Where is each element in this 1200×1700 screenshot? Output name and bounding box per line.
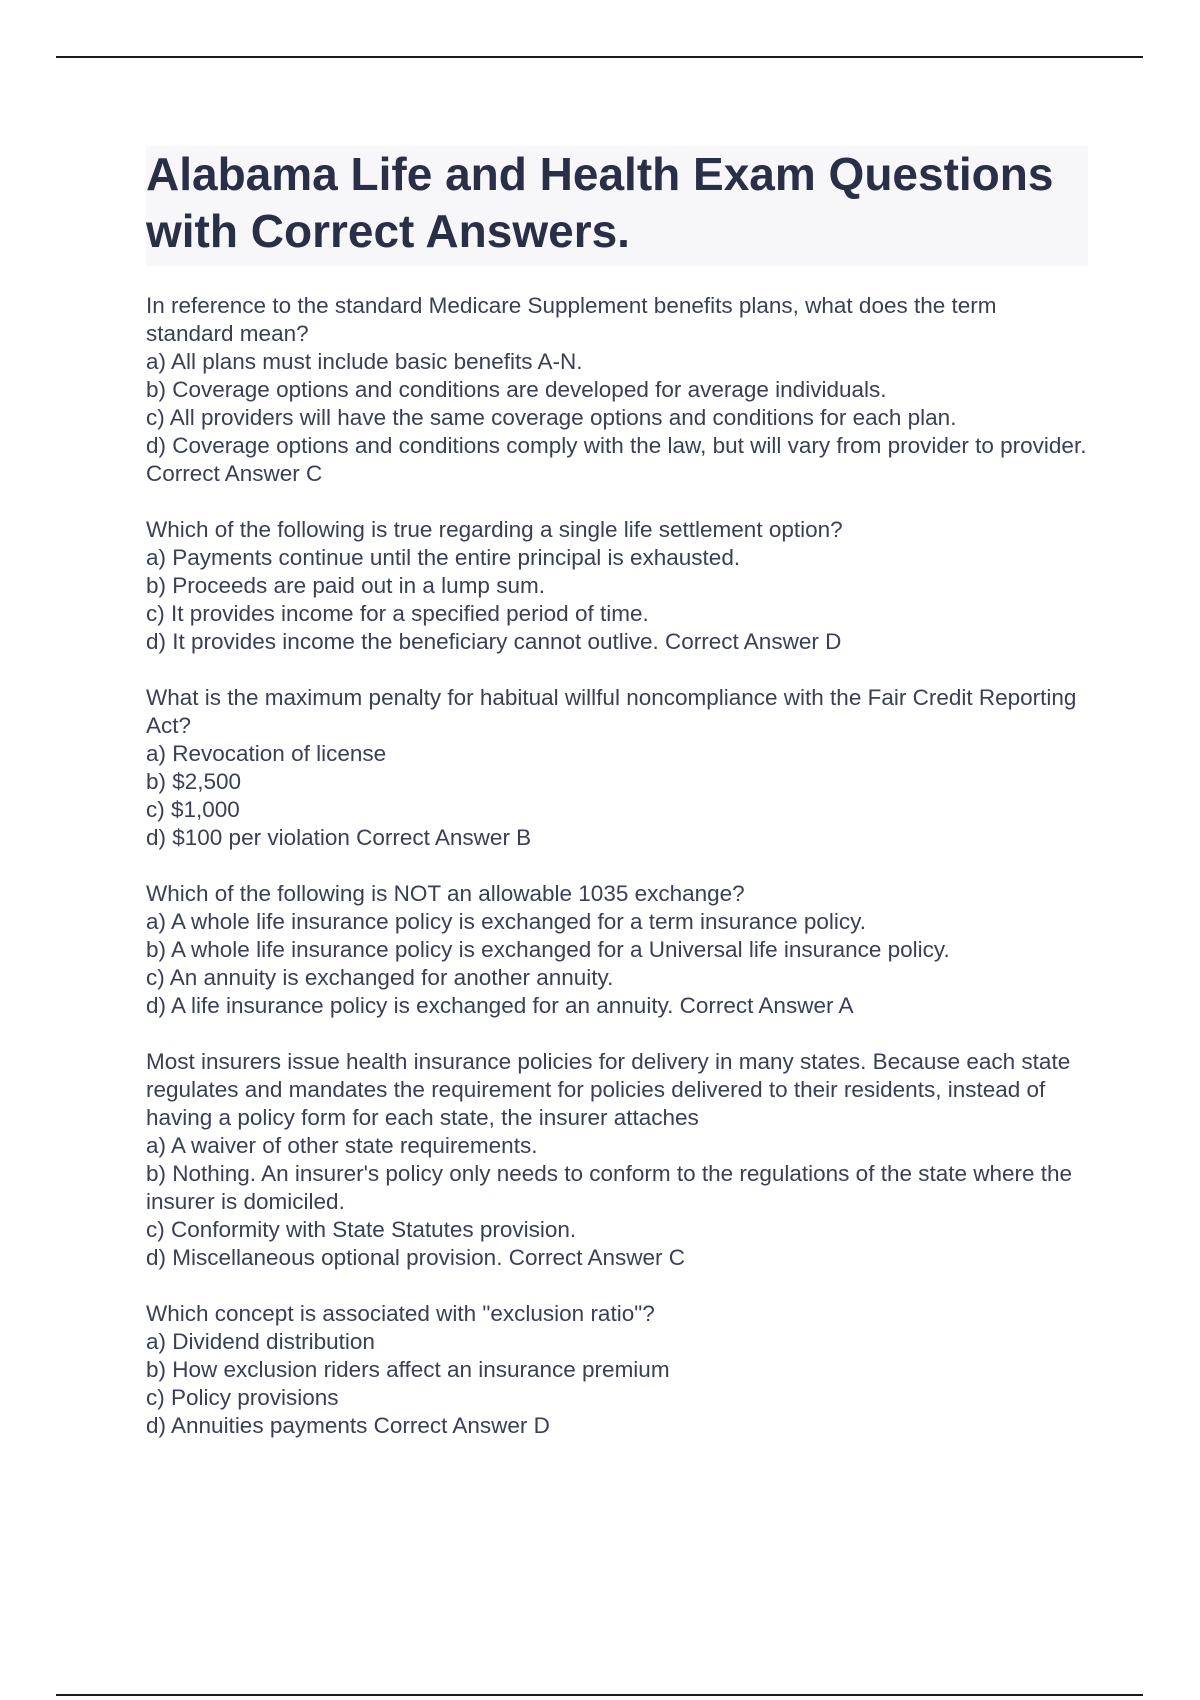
answer-option: a) Payments continue until the entire principal is exhausted. — [146, 545, 741, 570]
answer-option: a) A whole life insurance policy is exchanged for a term insurance policy. — [146, 909, 866, 934]
bottom-rule — [56, 1694, 1143, 1696]
answer-option: d) It provides income the beneficiary cannot outlive. Correct Answer D — [146, 629, 842, 654]
answer-option: d) Miscellaneous optional provision. Correct Answer C — [146, 1245, 685, 1270]
answer-option: a) A waiver of other state requirements. — [146, 1133, 538, 1158]
answer-option: a) Dividend distribution — [146, 1329, 375, 1354]
question-3 — [146, 684, 1088, 852]
answer-option: d) $100 per violation Correct Answer B — [146, 825, 532, 850]
answer-option: c) Conformity with State Statutes provision. — [146, 1217, 577, 1242]
answer-option: d) Coverage options and conditions comply with the law, but will vary from provider to provider. Correct Answer C — [146, 433, 1087, 486]
question-text: Which of the following is true regarding a single life settlement option? — [146, 517, 843, 542]
question-text: In reference to the standard Medicare Supplement benefits plans, what does the term standard mean? — [146, 293, 997, 346]
answer-option: a) All plans must include basic benefits A-N. — [146, 349, 583, 374]
answer-option: c) It provides income for a specified period of time. — [146, 601, 649, 626]
question-6 — [146, 1300, 1088, 1440]
question-1 — [146, 292, 1088, 488]
question-5 — [146, 1048, 1088, 1272]
top-rule — [56, 56, 1143, 58]
question-text: Which concept is associated with "exclusion ratio"? — [146, 1301, 655, 1326]
answer-option: d) Annuities payments Correct Answer D — [146, 1413, 550, 1438]
answer-option: b) How exclusion riders affect an insurance premium — [146, 1357, 670, 1382]
answer-option: d) A life insurance policy is exchanged for an annuity. Correct Answer A — [146, 993, 854, 1018]
answer-option: c) All providers will have the same coverage options and conditions for each plan. — [146, 405, 957, 430]
question-text: Which of the following is NOT an allowable 1035 exchange? — [146, 881, 745, 906]
answer-option: b) $2,500 — [146, 769, 242, 794]
answer-option: b) Coverage options and conditions are developed for average individuals. — [146, 377, 887, 402]
answer-option: c) $1,000 — [146, 797, 240, 822]
answer-option: a) Revocation of license — [146, 741, 387, 766]
question-2 — [146, 516, 1088, 656]
document-title: Alabama Life and Health Exam Questions with Correct Answers. — [146, 148, 1054, 257]
answer-option: b) Nothing. An insurer's policy only needs to conform to the regulations of the state where the insurer is domiciled. — [146, 1161, 1073, 1214]
title-block — [146, 146, 1088, 266]
answer-option: b) A whole life insurance policy is exchanged for a Universal life insurance policy. — [146, 937, 950, 962]
question-text: What is the maximum penalty for habitual willful noncompliance with the Fair Credit Reporting Act? — [146, 685, 1077, 738]
question-text: Most insurers issue health insurance policies for delivery in many states. Because each state regulates and mandates the requirement for policies delivered to their residents, instead of having a policy form for each state, the insurer attaches — [146, 1049, 1071, 1130]
question-4 — [146, 880, 1088, 1020]
document-body — [146, 146, 1088, 1468]
answer-option: b) Proceeds are paid out in a lump sum. — [146, 573, 545, 598]
answer-option: c) An annuity is exchanged for another annuity. — [146, 965, 614, 990]
answer-option: c) Policy provisions — [146, 1385, 339, 1410]
